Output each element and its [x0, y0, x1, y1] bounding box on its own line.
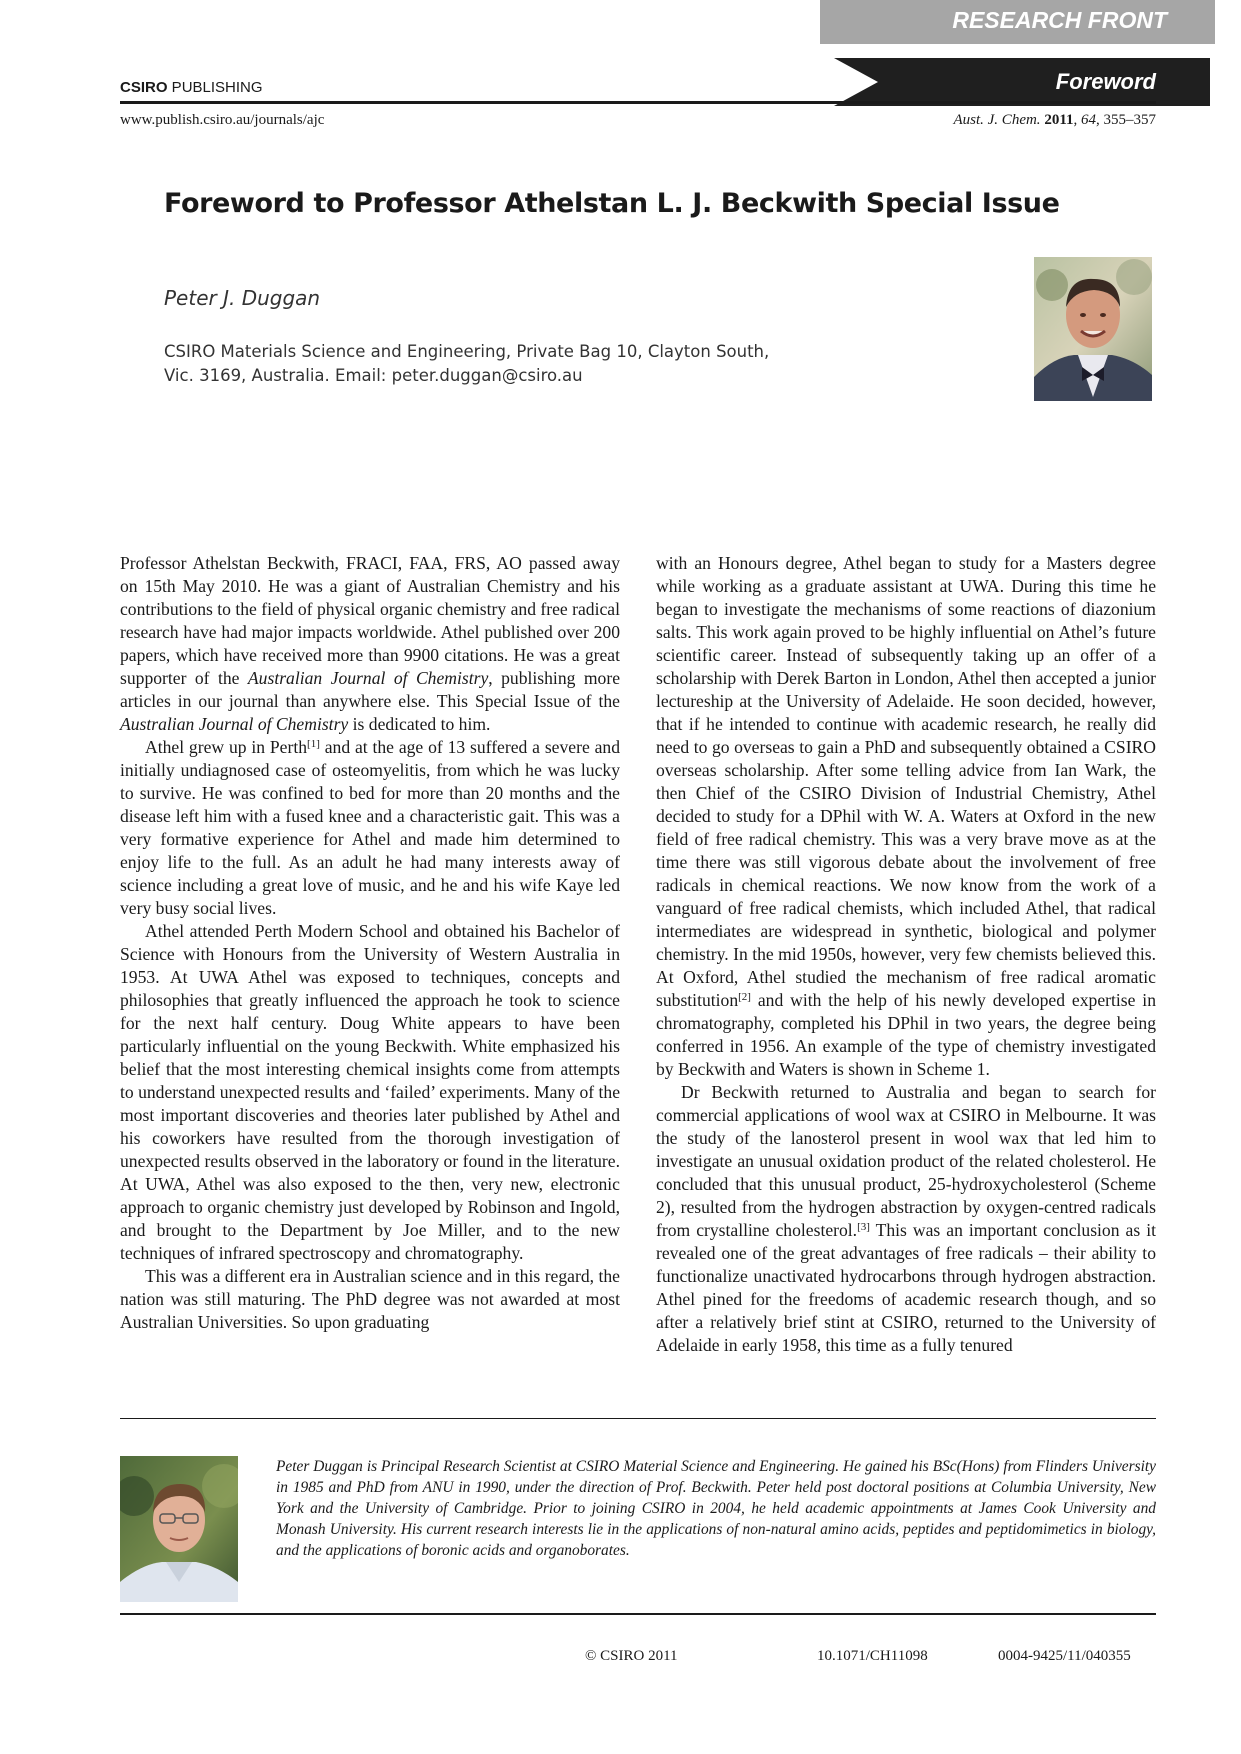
paragraph: Athel attended Perth Modern School and obtained his Bachelor of Science with Honours from the University of Western Australia in 1953. At UWA Athel was exposed to techniques, concepts and philosophies that greatly influenced the approach he took to science for the next half century. Doug White appears to have been particularly influential on the young Beckwith. White emphasized his belief that the most interesting chemical insights come from attempts to understand unexpected results and ‘failed’ experiments. Many of the most important discoveries and theories later published by Athel and his coworkers have resulted from the thorough investigation of unexpected results observed in the laboratory or found in the literature. At UWA, Athel was also exposed to the then, very new, electronic approach to organic chemistry just developed by Robinson and Ingold, and brought to the Department by Joe Miller, and to the new techniques of infrared spectroscopy and chromatography.: [120, 921, 620, 1263]
author-bio: Peter Duggan is Principal Research Scientist at CSIRO Material Science and Engineering. He gained his BSc(Hons) from Flinders University in 1985 and PhD from ANU in 1990, under the direction of Prof. Beckwith. Peter held post doctoral positions at Columbia University, New York and the University of Cambridge. Prior to joining CSIRO in 2004, he held academic appointments at James Cook University and Monash University. His current research interests lie in the applications of non-natural amino acids, peptides and peptidomimetics in biology, and the applications of boronic acids and organoborates.: [276, 1458, 1156, 1559]
article-title: Foreword to Professor Athelstan L. J. Beckwith Special Issue: [164, 188, 1060, 219]
paragraph: Athel grew up in Perth[1] and at the age of 13 suffered a severe and initially undiagnosed case of osteomyelitis, from which he was lucky to survive. He was confined to bed for more than 20 months and the disease left him with a fused knee and a characteristic gait. This was a very formative experience for Athel and made him determined to enjoy life to the full. As an adult he had many interests away of science including a great love of music, and he and his wife Kaye led very busy social lives.: [120, 737, 620, 918]
doi[interactable]: 10.1071/CH11098: [817, 1648, 928, 1664]
reference-link[interactable]: [3]: [857, 1221, 870, 1233]
beckwith-portrait-photo: [1034, 257, 1152, 401]
paragraph: This was a different era in Australian science and in this regard, the nation was still maturing. The PhD degree was not awarded at most Australian Universities. So upon graduating: [120, 1266, 620, 1332]
bio-rule-top: [120, 1418, 1156, 1419]
journal-url[interactable]: www.publish.csiro.au/journals/ajc: [120, 112, 325, 128]
reference-link[interactable]: [2]: [738, 991, 751, 1003]
duggan-portrait-photo: [120, 1456, 238, 1602]
bio-rule-bottom: [120, 1613, 1156, 1615]
research-front-banner: RESEARCH FRONT: [820, 0, 1215, 44]
section-label: Foreword: [1055, 69, 1156, 94]
issn-code: 0004-9425/11/040355: [998, 1648, 1131, 1664]
body-column-right: [656, 552, 1156, 1357]
author-affiliation: CSIRO Materials Science and Engineering, Private Bag 10, Clayton South, Vic. 3169, Australia. Email: peter.duggan@csiro.au: [164, 342, 770, 385]
publisher-name: CSIRO PUBLISHING: [120, 79, 263, 96]
copyright: © CSIRO 2011: [585, 1648, 678, 1664]
paragraph: with an Honours degree, Athel began to study for a Masters degree while working as a graduate assistant at UWA. During this time he began to investigate the mechanisms of some reactions of diazonium salts. This work again proved to be highly influential on Athel’s future scientific career. Instead of subsequently taking up an offer of a scholarship with Derek Barton in London, Athel then accepted a junior lectureship at the University of Adelaide. He soon decided, however, that if he intended to continue with academic research, he really did need to go overseas to gain a PhD and subsequently obtained a CSIRO overseas scholarship. After some telling advice from Ian Wark, the then Chief of the CSIRO Division of Industrial Chemistry, Athel decided to study for a DPhil with W. A. Waters at Oxford in the new field of free radical chemistry. This was a very brave move as at the time there was still vigorous debate about the involvement of free radicals in chemical reactions. We now know from the work of a vanguard of free radical chemists, which included Athel, that radical intermediates are widespread in synthetic, biological and polymer chemistry. In the mid 1950s, however, very few chemists believed this. At Oxford, Athel studied the mechanism of free radical aromatic substitution[2] and with the help of his newly developed expertise in chromatography, completed his DPhil in two years, the degree being conferred in 1956. An example of the type of chemistry investigated by Beckwith and Waters is shown in Scheme 1.: [656, 553, 1156, 1079]
body-column-left: [120, 552, 620, 1334]
reference-link[interactable]: [1]: [307, 738, 320, 750]
paragraph: Professor Athelstan Beckwith, FRACI, FAA, FRS, AO passed away on 15th May 2010. He was a giant of Australian Chemistry and his contributions to the field of physical organic chemistry and free radical research have had major impacts worldwide. Athel published over 200 papers, which have received more than 9900 citations. He was a great supporter of the Australian Journal of Chemistry, publishing more articles in our journal than anywhere else. This Special Issue of the Australian Journal of Chemistry is dedicated to him.: [120, 553, 621, 734]
article-author: Peter J. Duggan: [164, 286, 321, 310]
header-rule: [120, 101, 1156, 104]
paragraph: Dr Beckwith returned to Australia and began to search for commercial applications of wool wax at CSIRO in Melbourne. It was the study of the lanosterol present in wool wax that led him to investigate an unusual oxidation product of the related cholesterol. He concluded that this unusual product, 25-hydroxycholesterol (Scheme 2), resulted from the hydrogen abstraction by oxygen-centred radicals from crystalline cholesterol.[3] This was an important conclusion as it revealed one of the great advantages of free radicals – their ability to functionalize unactivated hydrocarbons through hydrogen abstraction. Athel pined for the freedoms of academic research though, and so after a relatively brief stint at CSIRO, returned to the University of Adelaide in early 1958, this time as a fully tenured: [656, 1082, 1156, 1355]
journal-citation: Aust. J. Chem. 2011, 64, 355–357: [953, 112, 1156, 128]
